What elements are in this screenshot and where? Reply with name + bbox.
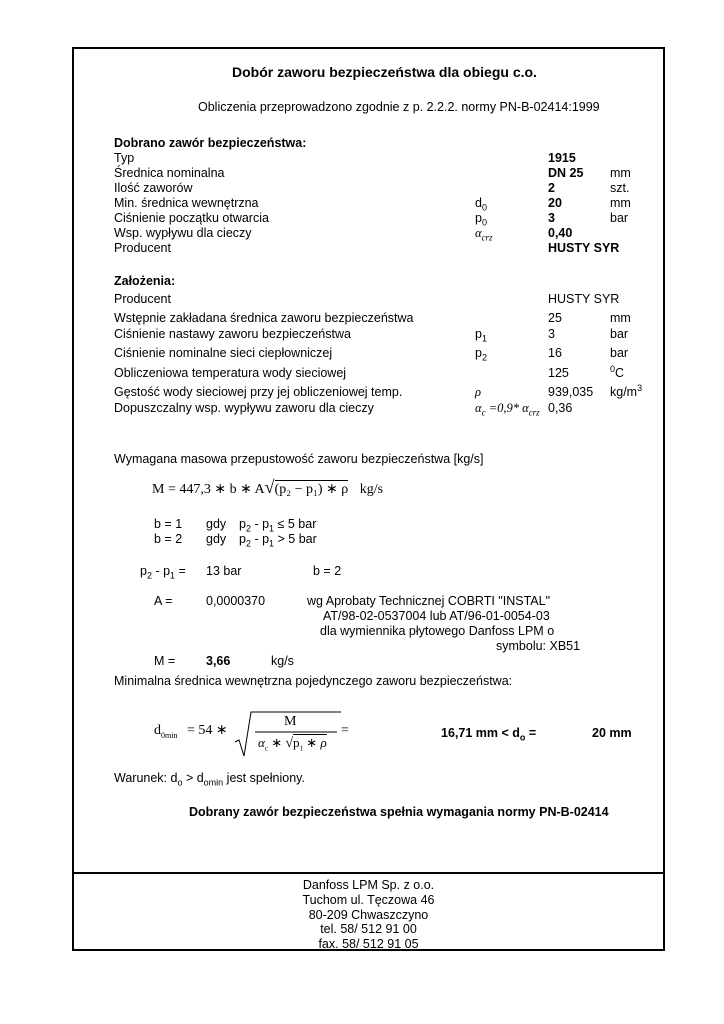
selected-value: 2 (548, 181, 555, 195)
A-note-4: symbolu: XB51 (496, 639, 581, 653)
selected-unit: szt. (610, 181, 630, 195)
A-value: 0,0000370 (206, 594, 266, 608)
footer-line: Danfoss LPM Sp. z o.o. (302, 878, 435, 892)
A-note-2: AT/98-02-0537004 lub AT/96-01-0054-03 (323, 609, 550, 623)
mass-intro: Wymagana masowa przepustowość zaworu bezpieczeństwa [kg/s] (114, 452, 484, 466)
selected-label: Min. średnica wewnętrzna (114, 196, 259, 210)
footer-line: Tuchom ul. Tęczowa 46 (302, 893, 435, 907)
selected-value: DN 25 (548, 166, 584, 180)
selected-unit: mm (610, 196, 631, 210)
assumption-label: Ciśnienie nominalne sieci ciepłowniczej (114, 346, 333, 360)
footer-line: fax. 58/ 512 91 05 (318, 937, 419, 951)
b2-gdy: gdy (206, 532, 227, 546)
selected-value: 0,40 (548, 226, 573, 240)
b2-label: b = 2 (154, 532, 183, 546)
assumption-unit: mm (610, 311, 631, 325)
footer-line: 80-209 Chwaszczyno (308, 908, 429, 922)
assumption-value: 125 (548, 366, 569, 380)
assumption-label: Gęstość wody sieciowej przy jej obliczeniowej temp. (114, 385, 403, 399)
A-note-1: wg Aprobaty Technicznej COBRTI "INSTAL" (307, 594, 551, 608)
b1-condition: $p_2 - p_1 \le 5$ bar (239, 517, 317, 534)
selected-symbol: $d_0$ (475, 196, 487, 213)
selected-label: Wsp. wypływu dla cieczy (114, 226, 252, 240)
selected-label: Ilość zaworów (114, 181, 193, 195)
b1-gdy: gdy (206, 517, 227, 531)
diff-value: 13 bar (206, 564, 242, 578)
b2-condition: $p_2 - p_1 > 5$ bar (239, 532, 317, 549)
footer-line: tel. 58/ 512 91 00 (320, 922, 417, 936)
assumption-value: 3 (548, 327, 555, 341)
diameter-eq-end: = (341, 723, 349, 738)
selected-value: 1915 (548, 151, 576, 165)
M-unit: kg/s (271, 654, 294, 668)
assumption-symbol: $p_1$ (475, 327, 487, 344)
assumption-label: Producent (114, 292, 171, 306)
assumption-label: Obliczeniowa temperatura wody sieciowej (114, 366, 347, 380)
mass-formula: M = 447,3 ∗ b ∗ A√(p₂ − p₁) ∗ ρ kg/s (152, 477, 384, 497)
M-label: M = (154, 654, 176, 668)
selected-symbol: $p_0$ (475, 211, 487, 228)
diameter-intro: Minimalna średnica wewnętrzna pojedynczego zaworu bezpieczeństwa: (114, 674, 513, 688)
assumption-value: 25 (548, 311, 562, 325)
assumption-value: HUSTY SYR (548, 292, 620, 306)
diameter-formula-lhs: $d_{0min} = 54$ ∗ (154, 723, 228, 740)
selected-value: 3 (548, 211, 555, 225)
assumption-symbol: ρ (475, 385, 481, 399)
assumption-symbol: $\alpha_c =0,9*$ $\alpha_{crz}$ (475, 401, 540, 418)
conclusion: Dobrany zawór bezpieczeństwa spełnia wymagania normy PN-B-02414 (189, 805, 609, 819)
diameter-numerator: M (284, 714, 297, 729)
selected-value: HUSTY SYR (548, 241, 620, 255)
diameter-result-right: 20 mm (592, 726, 632, 740)
footer-divider (72, 872, 665, 874)
assumptions-heading: Założenia: (114, 274, 176, 288)
selected-label: Producent (114, 241, 171, 255)
A-note-3: dla wymiennika płytowego Danfoss LPM o (320, 624, 555, 638)
selected-label: Typ (114, 151, 135, 165)
selected-unit: bar (610, 211, 629, 225)
selected-unit: mm (610, 166, 631, 180)
assumption-unit: bar (610, 327, 629, 341)
assumption-symbol: $p_2$ (475, 346, 487, 363)
assumption-unit: $^0$C (610, 363, 625, 380)
document-title: Dobór zaworu bezpieczeństwa dla obiegu c.o. (232, 64, 537, 80)
selected-label: Ciśnienie początku otwarcia (114, 211, 269, 225)
selected-label: Średnica nominalna (114, 166, 225, 180)
diff-label: $p_2 - p_1$ = (140, 564, 186, 581)
assumption-unit: bar (610, 346, 629, 360)
diameter-result: 16,71 mm < $d_o$ = (441, 726, 537, 743)
b1-label: b = 1 (154, 517, 183, 531)
selected-value: 20 (548, 196, 562, 210)
M-value: 3,66 (206, 654, 231, 668)
assumption-value: 939,035 (548, 385, 594, 399)
selected-symbol: $\alpha_{crz}$ (475, 226, 493, 243)
assumption-value: 16 (548, 346, 562, 360)
assumption-value: 0,36 (548, 401, 573, 415)
assumption-label: Ciśnienie nastawy zaworu bezpieczeństwa (114, 327, 351, 341)
document-subtitle: Obliczenia przeprowadzono zgodnie z p. 2.2.2. normy PN-B-02414:1999 (198, 100, 600, 114)
b-result: b = 2 (313, 564, 342, 578)
diameter-denominator: $\alpha_c$ ∗ $√p_1$ ∗ ρ (258, 735, 327, 753)
A-label: A = (154, 594, 173, 608)
assumption-label: Dopuszczalny wsp. wypływu zaworu dla cieczy (114, 401, 374, 415)
selected-heading: Dobrano zawór bezpieczeństwa: (114, 136, 307, 150)
condition-text: Warunek: $d_o > d_{omin}$ jest spełniony. (114, 771, 305, 788)
assumption-unit: $kg/m^3$ (610, 382, 643, 399)
assumption-label: Wstępnie zakładana średnica zaworu bezpieczeństwa (114, 311, 414, 325)
